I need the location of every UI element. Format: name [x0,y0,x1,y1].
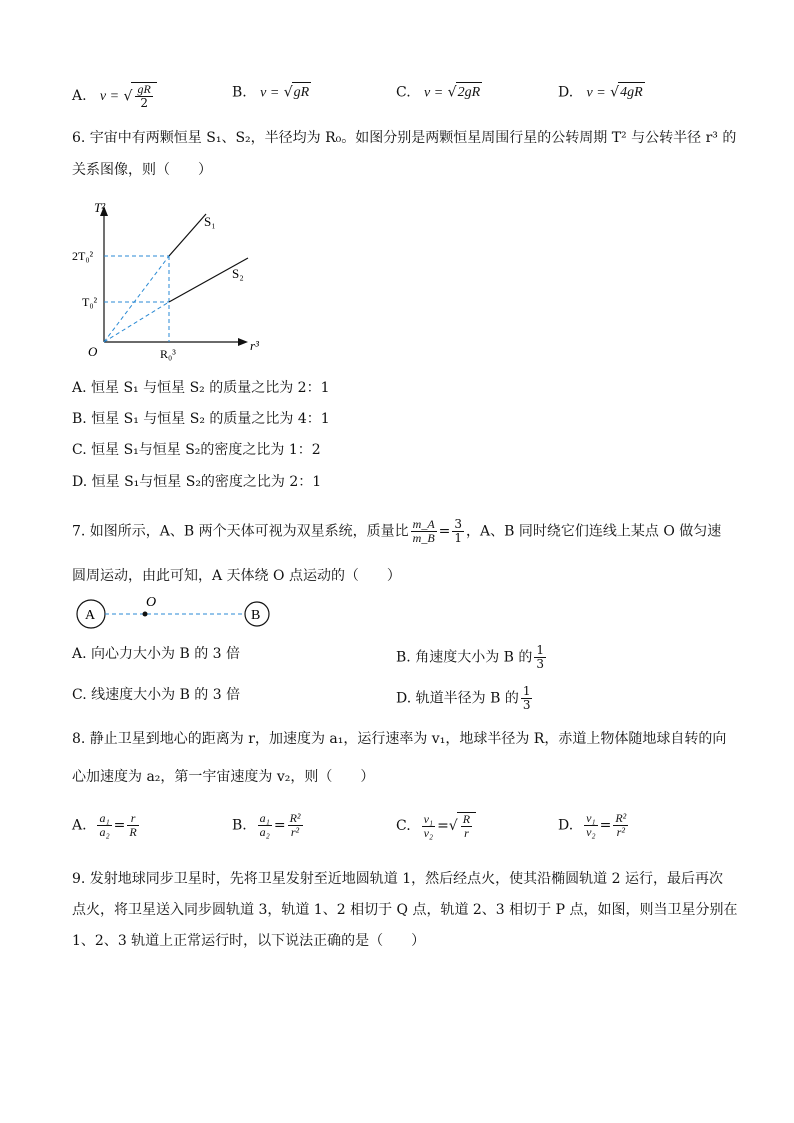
s1-label: S₁ [204,214,216,229]
option-label: B. [232,817,247,834]
frac-numerator: R² [289,811,301,825]
q6-option-d[interactable]: D. 恒星 S₁与恒星 S₂的密度之比为 2：1 [72,474,322,490]
frac-denominator: 1 [454,531,463,545]
x-axis-label: r³ [250,338,259,353]
body-a-label: A [85,608,96,623]
q7-diagram [72,596,282,632]
q7-option-a[interactable]: A. 向心力大小为 B 的 3 倍 [72,646,241,662]
option-label: A. [72,88,87,104]
expr-prefix: v = [424,85,444,101]
frac-numerator: 1 [522,684,531,698]
q6-graph [70,198,270,368]
q9-stem-line3: 1、2、3 轨道上正常运行时，以下说法正确的是（ ） [72,933,426,949]
frac-denominator: R [129,825,137,839]
q7-option-d[interactable] [396,685,534,712]
frac-denominator: v₂ [586,825,596,839]
option-text: B. 角速度大小为 B 的 [396,649,533,666]
body-b-label: B [251,608,261,623]
y-tick-t0: T₀² [82,295,98,309]
frac-numerator: R [462,812,471,826]
option-label: B. [232,84,247,101]
frac-numerator: gR [137,82,151,96]
point-o-label: O [146,596,157,610]
frac-denominator: r² [290,825,300,839]
lhs-frac [97,812,111,839]
frac-denominator: m_B [412,531,435,545]
frac-denominator: r [464,826,469,840]
s1-line-dashed [104,256,169,342]
q8-option-b[interactable]: B. $\frac{\text{a₁}}{\text{a₂}}$ = $\frac{\text{R²}}{\text{r²}}$ [232,811,301,839]
q8-stem-line2: 心加速度为 a₂，第一宇宙速度为 v₂，则（ ） [72,769,375,785]
y-axis-label: T² [94,200,106,215]
radicand: 4gR [618,82,645,103]
expr-prefix: v = [260,85,280,101]
q7-stem-line1 [72,518,721,545]
lhs-frac [258,812,272,839]
q9-stem-line2: 点火，将卫星送入同步圆轨道 3，轨道 1、2 相切于 Q 点，轨道 2、3 相切于 P 点，如图，则当卫星分别在 [72,902,738,918]
frac-denominator: r² [616,825,625,839]
q5-option-c[interactable]: C. v = √2gR [396,82,482,104]
rhs-frac [613,812,628,839]
q8-stem-line1: 8. 静止卫星到地心的距离为 r，加速度为 a₁，运行速率为 v₁，地球半径为 R，赤道上物体随地球自转的向 [72,731,727,747]
x-tick-r0: R₀³ [160,347,176,361]
frac-numerator: a₁ [259,811,270,825]
s2-line-dashed [104,302,169,342]
sqrt-sign: √ $\frac{gR}{2}$ [124,82,157,110]
option-label: D. [558,817,574,834]
s2-label: S₂ [232,266,244,281]
q6-option-c[interactable]: C. 恒星 S₁与恒星 S₂的密度之比为 1：2 [72,442,321,458]
frac-numerator: a₁ [99,811,110,825]
q8-option-d[interactable]: D. $\frac{\text{v₁}}{\text{v₂}}$ = $\frac{\text{R²}}{\text{r²}}$ [558,811,627,839]
frac-denominator: a₂ [259,825,270,839]
q6-stem-line2: 关系图像，则（ ） [72,162,212,178]
option-text: D. 轨道半径为 B 的 [396,690,519,707]
option-label: C. [396,84,411,101]
ratio-frac [452,518,464,545]
center-point [143,612,148,617]
lhs-frac [584,812,598,839]
q7-stem-line2: 圆周运动，由此可知，A 天体绕 O 点运动的（ ） [72,568,401,584]
x-axis-arrow-icon [238,338,248,346]
q7-option-b[interactable] [396,644,548,671]
sqrt-frac [461,813,472,840]
frac-numerator: v₁ [423,811,434,826]
y-tick-2t0: 2T₀² [72,249,94,263]
q5-option-d[interactable]: D. v = √4gR [558,82,645,104]
origin-label: O [88,344,98,359]
frac-denominator: 2 [140,96,148,110]
expr-prefix: v = [586,85,606,101]
option-frac [534,644,546,671]
option-frac [521,685,533,712]
frac-denominator: v₂ [423,825,434,840]
rhs-frac [127,812,138,839]
lhs-frac [422,813,436,840]
frac-denominator: a₂ [99,825,110,839]
radicand: gR [292,82,312,103]
q6-stem-line1: 6. 宇宙中有两颗恒星 S₁、S₂，半径均为 R₀。如图分别是两颗恒星周围行星的公转周期 T² 与公转半径 r³ 的 [72,130,737,146]
mass-ratio-frac [411,518,437,545]
option-label: A. [72,817,87,834]
frac-numerator: r [127,812,138,826]
q5-option-a[interactable] [72,82,157,110]
frac-numerator: m_A [412,517,435,531]
frac-numerator: v₁ [586,811,596,825]
equals-sign: = [438,523,451,540]
frac-numerator: R² [615,811,627,825]
frac-numerator: 1 [536,643,545,657]
q6-option-b[interactable]: B. 恒星 S₁ 与恒星 S₂ 的质量之比为 4：1 [72,411,330,427]
q7-option-c[interactable]: C. 线速度大小为 B 的 3 倍 [72,687,241,703]
q7-text-a: 7. 如图所示，A、B 两个天体可视为双星系统，质量比 [72,523,409,540]
expr-prefix: v = [99,89,120,104]
q6-option-a[interactable]: A. 恒星 S₁ 与恒星 S₂ 的质量之比为 2：1 [72,380,330,396]
q8-option-c[interactable]: C. $\frac{\text{v₁}}{\text{v₂}}$ =√ $\frac{R}{r}$ [396,812,476,840]
q7-text-b: ，A、B 同时绕它们连线上某点 O 做匀速 [466,523,722,540]
q5-option-b[interactable]: B. v = √gR [232,82,311,104]
rhs-frac [288,812,303,839]
q9-stem-line1: 9. 发射地球同步卫星时，先将卫星发射至近地圆轨道 1，然后经点火，使其沿椭圆轨道 2 运行，最后再次 [72,871,723,887]
frac-numerator: 3 [454,517,463,531]
frac-denominator: 3 [536,657,545,671]
option-label: C. [396,818,411,834]
radicand: 2gR [456,82,483,103]
q8-option-a[interactable]: A. $\frac{\text{a₁}}{\text{a₂}}$ = $\frac{r}{R}$ [72,811,137,839]
frac-denominator: 3 [522,698,531,712]
option-label: D. [558,84,574,101]
s1-line [169,214,206,256]
